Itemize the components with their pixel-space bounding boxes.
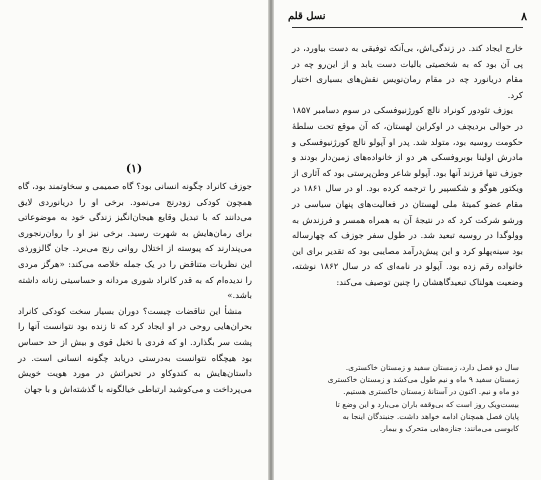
right-page-body: [292, 42, 523, 292]
running-header: [288, 10, 527, 23]
chapter-heading: (۱): [125, 162, 143, 175]
running-title: نسل قلم: [288, 11, 326, 22]
quote-line-6: کابوسی می‌مانند: جنازه‌هایی متحرک و بیمار.: [379, 424, 519, 434]
left-page: [0, 0, 268, 480]
quoted-letter: [300, 362, 519, 435]
quote-line-3: دو ماه و نیم. اکنون در آستانهٔ زمستان خاکستری هستیم.: [343, 387, 519, 397]
quote-line-5: پایان فصل همچنان ادامه خواهد داشت. جنبندگان اینجا به: [342, 411, 519, 421]
quote-line-1: سال دو فصل دارد، زمستان سفید و زمستان خاکستری.: [345, 363, 519, 372]
left-paragraph-2: منشأ این تناقضات چیست؟ دوران بسیار سخت کودکی کانراد بحران‌هایی روحی در او ایجاد کرد که تا زنده بود نتوانست آنها را پشت سر بگذارد. او که فردی با تخیل قوی و بیش از حد حساس بود هیچگاه نتوانست به‌درستی دریابد چگونه انسانی است. در داستان‌هایش به کندوکاو در تحیراتش در مورد هویت خویش می‌پرداخت و می‌کوشید ارتباطی خیالگونه با گذشته‌اش و با جهان: [18, 306, 252, 395]
left-page-body: [18, 180, 252, 398]
left-paragraph-1: جوزف کانراد چگونه انسانی بود؟ گاه صمیمی و سخاوتمند بود، گاه همچون کودکی زودرنج می‌نمود. برخی او را دریانوردی لایق می‌دانند که با تبدیل وقایع هیجان‌انگیز زندگی خود به موضوعاتی برای رمان‌هایش به شهرت رسید. برخی نیز او را روان‌رنجوری می‌پندارند که پیوسته از اختلال روانی رنج می‌برد. جان گالزورذی این نظریات متناقض را در یک جمله خلاصه می‌کند: «هرگز مردی را ندیده‌ام که به قدر کانراد شوری مردانه و حساسیتی زنانه داشته باشد.»: [18, 182, 252, 302]
page-number: ۸: [521, 10, 527, 23]
right-page: [274, 0, 541, 480]
quote-line-4: بیست‌ویک روز است که بی‌وقفه باران می‌بارد و این وضع تا: [335, 399, 519, 409]
header-rule: [292, 27, 523, 28]
quote-line-2: زمستان سفید ۹ ماه و نیم طول می‌کشد و زمستان خاکستری: [327, 375, 519, 385]
right-paragraph-1: خارج ایجاد کند. در زندگی‌اش، بی‌آنکه توفیقی به دست بیاورد، در پی آن بود که به شخصیتی بالیات دست یابد و از این‌رو چه در مقام دریانورد چه در مقام رمان‌نویس نقش‌های بسیاری اختیار کرد.: [292, 44, 523, 101]
right-paragraph-2: یوزف تئودور کونراد نالچ کورژنیوفسکی در سوم دسامبر ۱۸۵۷ در حوالی بردیچف در اوکراین لهستان، که آن موقع تحت سلطهٔ حکومت روسیه بود، متولد شد. پدر او آپولو نالچ کورژنیوفسکی و مادرش اولینا بوبروفسکی هر دو از خانواده‌های زمین‌دار بودند و جوزف تنها فرزند آنها بود. آپولو شاعر وطن‌پرستی بود که آثاری از ویکتور هوگو و شکسپیر را ترجمه کرده بود. او در سال ۱۸۶۱ در مقام عضو کمیتهٔ ملی لهستان در فعالیت‌های پنهان سیاسی در ورشو شرکت کرد که در نتیجهٔ آن به همراه همسر و فرزندش به وولوگدا در روسیه تبعید شد. در طول سفر جوزف که چهارساله بود سینه‌پهلو کرد و این پیش‌درآمد مصایبی بود که تقدیر برای این خانواده رقم زده بود. آپولو در نامه‌ای که در سال ۱۸۶۲ نوشته، وضعیت هولناک تبعیدگاهشان را چنین توصیف می‌کند:: [292, 106, 523, 288]
